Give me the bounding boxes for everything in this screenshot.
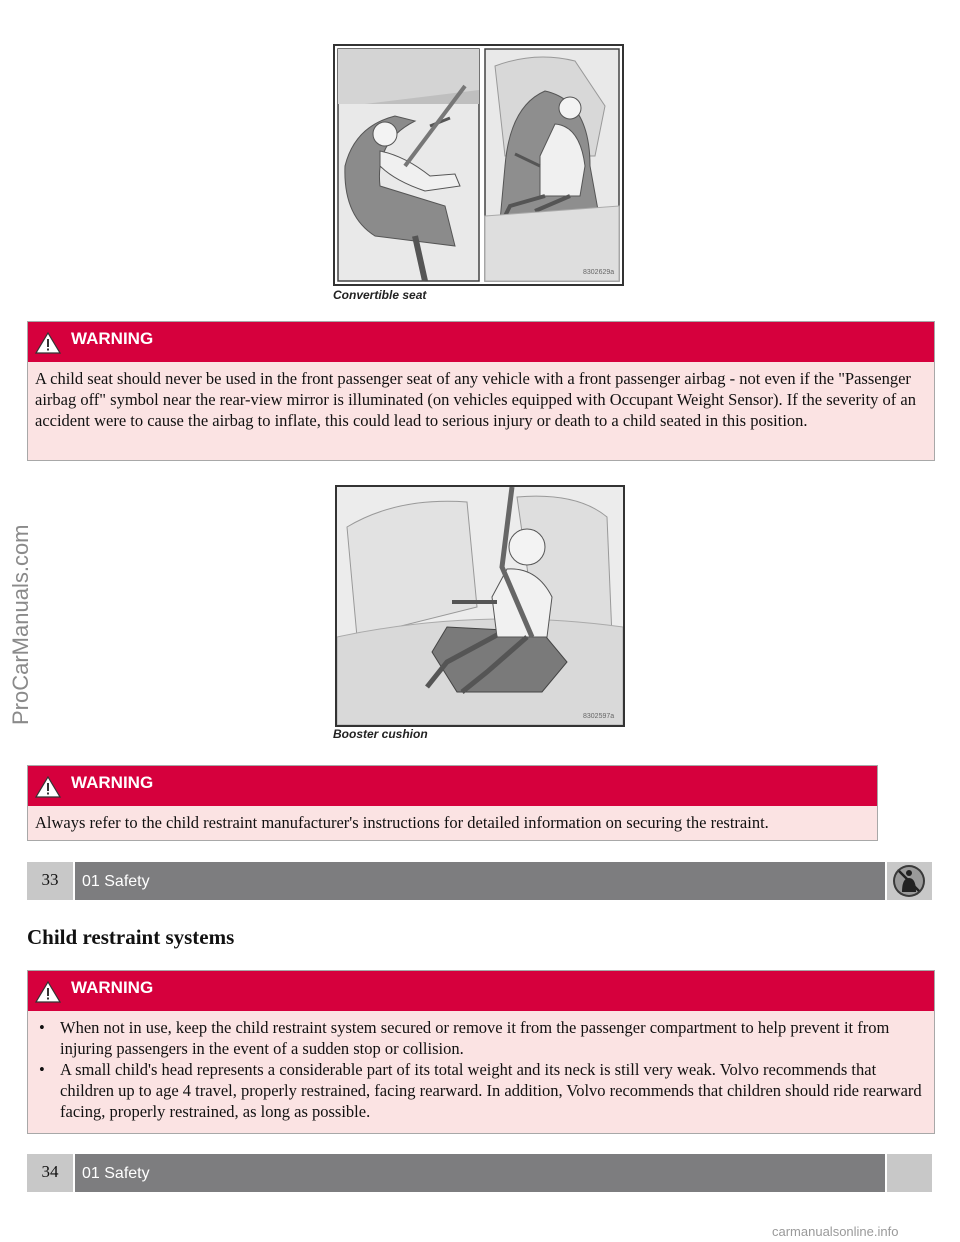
section-icon-cell [887,1154,932,1192]
page-title: Child restraint systems [27,925,235,949]
page-number: 34 [27,1154,73,1192]
seatbelt-warning-icon [887,862,932,900]
booster-cushion-illustration [337,487,623,725]
convertible-seat-illustration [335,46,622,284]
warning-text: Always refer to the child restraint manufacturer's instructions for detailed information on securing the restraint. [35,813,769,832]
figure-caption: Convertible seat [333,288,427,302]
section-title: 01 Safety [75,1154,885,1192]
warning-box [27,970,935,1134]
figure-caption: Booster cushion [333,727,428,741]
warning-header [28,971,934,1011]
page-number: 33 [27,862,73,900]
watermark-procarmanuals: ProCarManuals.com [8,524,33,725]
figure-code: 8302597a [583,713,615,720]
figure-convertible-seat [333,44,624,286]
warning-triangle-icon [35,332,61,354]
warning-box [27,765,878,841]
page-footer-bar [27,1154,932,1192]
page-footer-bar [27,862,932,900]
watermark-carmanualsonline: carmanualsonline.info [772,1224,899,1239]
warning-label: WARNING [71,978,154,997]
warning-box [27,321,935,461]
warning-header [28,322,934,362]
figure-booster-cushion [335,485,625,727]
warning-triangle-icon [35,981,61,1003]
warning-label: WARNING [71,773,154,792]
section-icon-cell [887,862,932,900]
warning-text: A child seat should never be used in the front passenger seat of any vehicle with a front passenger airbag - not even if the "Passenger airbag off" symbol near the rear-view mirror is illuminated (on vehicles equipped with Occupant Weight Sensor). If the severity of an accident were to cause the airbag to inflate, this could lead to serious injury or death to a child seated in this position. [35,369,916,430]
figure-code: 8302629a [583,269,615,276]
warning-header [28,766,877,806]
warning-list [28,1011,934,1128]
warning-label: WARNING [71,329,154,348]
section-title: 01 Safety [75,862,885,900]
list-item: • A small child's head represents a considerable part of its total weight and its neck is still very weak. Volvo recommends that children up to age 4 travel, properly restrained, facing rearward. In addition, Volvo recommends that children should ride rearward facing, properly restrained, as long as possible. [35,1059,927,1122]
list-item: • When not in use, keep the child restraint system secured or remove it from the passenger compartment to help prevent it from injuring passengers in the event of a sudden stop or collision. [35,1017,927,1059]
warning-triangle-icon [35,776,61,798]
